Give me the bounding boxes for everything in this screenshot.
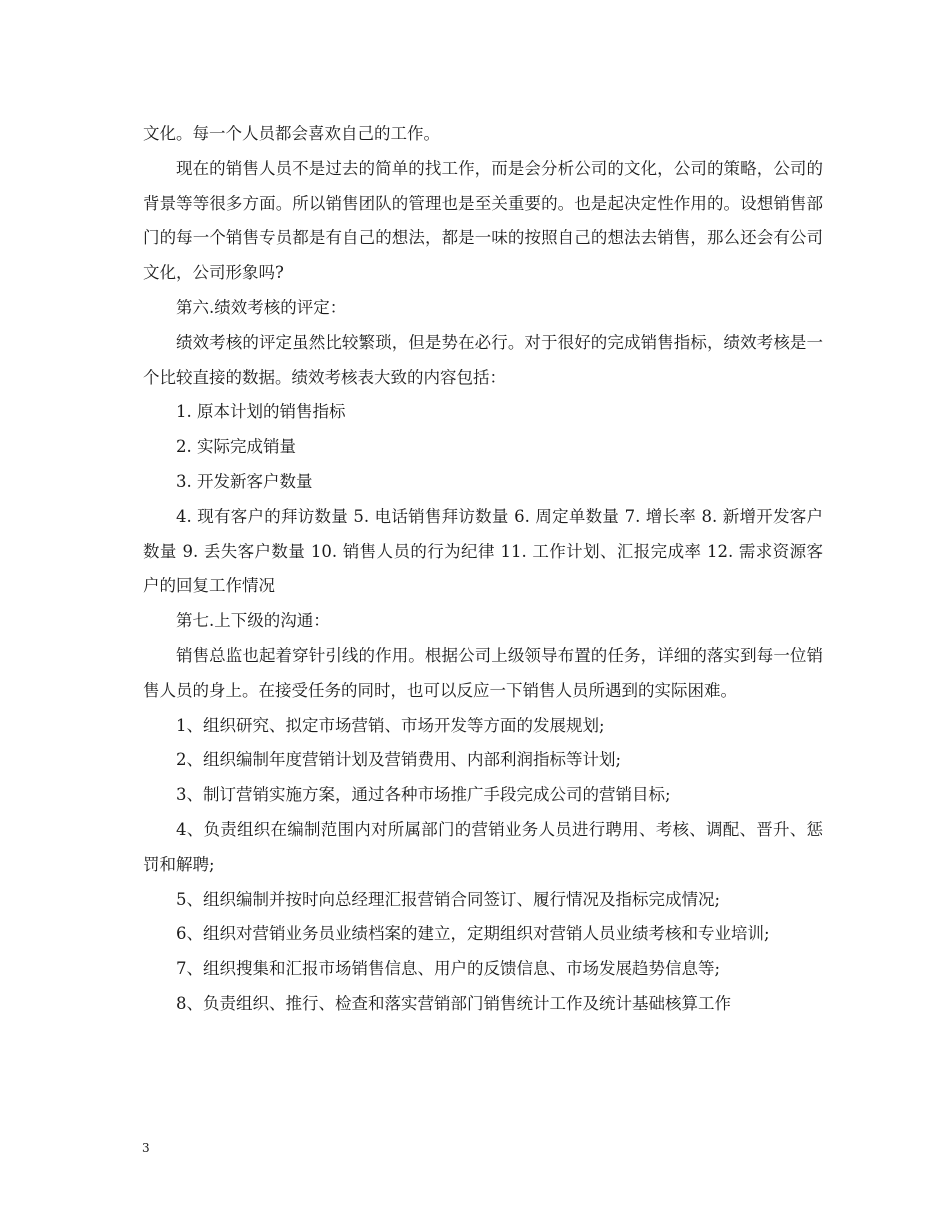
- duty-item-8: 8、负责组织、推行、检查和落实营销部门销售统计工作及统计基础核算工作: [176, 993, 731, 1013]
- paragraph-sales-culture: 现在的销售人员不是过去的简单的找工作，而是会分析公司的文化，公司的策略，公司的背景等等很多方面。所以销售团队的管理也是至关重要的。也是起决定性作用的。设想销售部门的每一个销售专员都是有自己的想法，都是一味的按照自己的想法去销售，那么还会有公司文化，公司形象吗?: [143, 158, 823, 283]
- section-heading-performance: 第六.绩效考核的评定：: [176, 297, 347, 317]
- paragraph-communication: 销售总监也起着穿针引线的作用。根据公司上级领导布置的任务，详细的落实到每一位销售人员的身上。在接受任务的同时，也可以反应一下销售人员所遇到的实际困难。: [143, 645, 823, 700]
- body-text: [143, 117, 823, 1022]
- duty-item-1: 1、组织研究、拟定市场营销、市场开发等方面的发展规划;: [176, 715, 605, 735]
- paragraph-performance: 绩效考核的评定虽然比较繁琐，但是势在必行。对于很好的完成销售指标，绩效考核是一个比较直接的数据。绩效考核表大致的内容包括：: [143, 332, 823, 387]
- list-item-1: 1. 原本计划的销售指标: [176, 402, 346, 422]
- duty-item-3: 3、制订营销实施方案，通过各种市场推广手段完成公司的营销目标;: [176, 785, 671, 805]
- section-heading-communication: 第七.上下级的沟通：: [176, 611, 330, 631]
- duty-item-6: 6、组织对营销业务员业绩档案的建立，定期组织对营销人员业绩考核和专业培训;: [176, 924, 770, 944]
- page-number: 3: [142, 1141, 150, 1155]
- paragraph-continuation: 文化。每一个人员都会喜欢自己的工作。: [143, 124, 440, 143]
- list-item-3: 3. 开发新客户数量: [176, 471, 313, 491]
- list-items-4-12: 4. 现有客户的拜访数量 5. 电话销售拜访数量 6. 周定单数量 7. 增长率 8. 新增开发客户数量 9. 丢失客户数量 10. 销售人员的行为纪律 11. 工作计划、汇报完成率 12. 需求资源客户的回复工作情况: [143, 506, 823, 596]
- duty-item-2: 2、组织编制年度营销计划及营销费用、内部利润指标等计划;: [176, 750, 622, 770]
- duty-item-4: 4、负责组织在编制范围内对所属部门的营销业务人员进行聘用、考核、调配、晋升、惩罚和解聘;: [143, 819, 823, 874]
- duty-item-7: 7、组织搜集和汇报市场销售信息、用户的反馈信息、市场发展趋势信息等;: [176, 959, 721, 979]
- list-item-2: 2. 实际完成销量: [176, 437, 296, 457]
- duty-item-5: 5、组织编制并按时向总经理汇报营销合同签订、履行情况及指标完成情况;: [176, 889, 721, 909]
